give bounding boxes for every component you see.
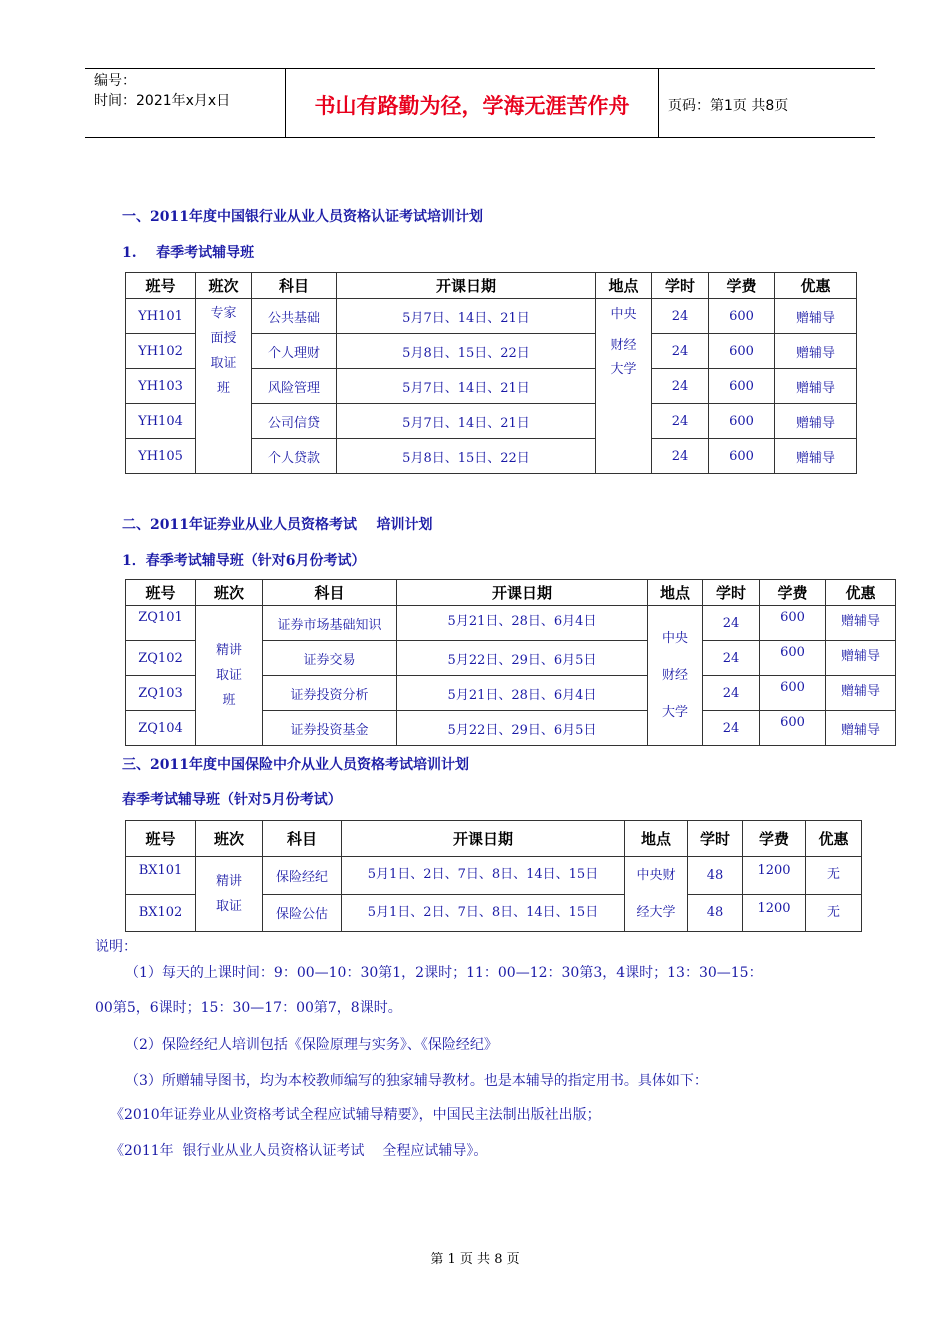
location-line: 中央 xyxy=(661,631,688,646)
col-header: 科目 xyxy=(263,580,397,606)
fee: 600 xyxy=(709,404,775,439)
section1-title: 一、2011年度中国银行业从业人员资格认证考试培训计划 xyxy=(122,209,483,225)
notes-label: 说明： xyxy=(95,939,137,955)
location-line: 经大学 xyxy=(636,905,676,920)
bonus: 赠辅导 xyxy=(775,404,857,439)
class-id: ZQ102 xyxy=(126,641,196,676)
note-3: （3）所赠辅导图书，均为本校教师编写的独家辅导教材。也是本辅导的指定用书。具体如下： xyxy=(125,1073,708,1089)
col-header: 优惠 xyxy=(806,821,862,857)
col-header: 地点 xyxy=(596,273,652,299)
dates: 5月21日、28日、6月4日 xyxy=(397,676,648,711)
header-page-label: 页码：第1页 共8页 xyxy=(668,98,789,114)
time-label: 时间：2021年x月x日 xyxy=(94,93,231,109)
section3-table xyxy=(125,820,862,932)
col-header: 开课日期 xyxy=(397,580,648,606)
class-type-cell xyxy=(196,857,263,932)
table-header-row xyxy=(126,580,896,606)
class-type-cell xyxy=(196,299,252,474)
table-row xyxy=(126,857,862,895)
col-header: 学费 xyxy=(709,273,775,299)
dates: 5月1日、2日、7日、8日、14日、15日 xyxy=(342,857,625,895)
page-header xyxy=(85,68,875,138)
col-header: 地点 xyxy=(648,580,703,606)
col-header: 科目 xyxy=(263,821,342,857)
subject: 公共基础 xyxy=(252,299,337,334)
subject: 个人理财 xyxy=(252,334,337,369)
hours: 24 xyxy=(703,641,760,676)
bonus: 赠辅导 xyxy=(775,334,857,369)
fee: 600 xyxy=(760,641,826,676)
subject: 保险公估 xyxy=(263,894,342,932)
dates: 5月22日、29日、6月5日 xyxy=(397,641,648,676)
bonus: 赠辅导 xyxy=(826,641,896,676)
location-cell xyxy=(625,857,688,932)
col-header: 优惠 xyxy=(826,580,896,606)
dates: 5月21日、28日、6月4日 xyxy=(397,606,648,641)
bonus: 赠辅导 xyxy=(826,606,896,641)
dates: 5月1日、2日、7日、8日、14日、15日 xyxy=(342,894,625,932)
dates: 5月22日、29日、6月5日 xyxy=(397,711,648,746)
hours: 24 xyxy=(652,439,709,474)
table-row xyxy=(126,606,896,641)
hours: 48 xyxy=(688,894,743,932)
hours: 24 xyxy=(652,369,709,404)
table-header-row xyxy=(126,821,862,857)
number-label: 编号： xyxy=(94,73,136,89)
note-1a: （1）每天的上课时间：9：00—10：30第1，2课时；11：00—12：30第3，4课时；13：30—15： xyxy=(125,965,763,981)
class-type-line: 班 xyxy=(222,693,236,708)
class-type-line: 取证 xyxy=(210,356,237,371)
section1-subtitle: 1. 春季考试辅导班 xyxy=(122,245,255,261)
subject: 保险经纪 xyxy=(263,857,342,895)
dates: 5月8日、15日、22日 xyxy=(337,334,596,369)
header-slogan: 书山有路勤为径，学海无涯苦作舟 xyxy=(285,69,659,137)
hours: 24 xyxy=(703,711,760,746)
bonus: 无 xyxy=(806,857,862,895)
location-cell xyxy=(648,606,703,746)
col-header: 班号 xyxy=(126,580,196,606)
col-header: 班号 xyxy=(126,821,196,857)
class-id: YH105 xyxy=(126,439,196,474)
section2-subtitle: 1．春季考试辅导班（针对6月份考试） xyxy=(122,553,366,569)
col-header: 开课日期 xyxy=(337,273,596,299)
bonus: 无 xyxy=(806,894,862,932)
bonus: 赠辅导 xyxy=(775,369,857,404)
hours: 24 xyxy=(703,606,760,641)
section2-title: 二、2011年证券业从业人员资格考试 培训计划 xyxy=(122,517,433,533)
subject: 证券市场基础知识 xyxy=(263,606,397,641)
location-line: 财经 xyxy=(661,668,688,683)
book-1: 《2010年证券业从业资格考试全程应试辅导精要》，中国民主法制出版社出版； xyxy=(110,1107,601,1123)
fee: 600 xyxy=(709,299,775,334)
class-id: ZQ104 xyxy=(126,711,196,746)
header-meta xyxy=(85,69,285,137)
location-line: 中央财 xyxy=(636,868,676,883)
dates: 5月8日、15日、22日 xyxy=(337,439,596,474)
hours: 24 xyxy=(703,676,760,711)
col-header: 班次 xyxy=(196,580,263,606)
bonus: 赠辅导 xyxy=(826,711,896,746)
fee: 600 xyxy=(760,711,826,746)
class-type-line: 精讲 xyxy=(215,874,242,889)
fee: 1200 xyxy=(743,894,806,932)
class-id: YH102 xyxy=(126,334,196,369)
fee: 600 xyxy=(709,334,775,369)
subject: 个人贷款 xyxy=(252,439,337,474)
fee: 600 xyxy=(709,439,775,474)
col-header: 班次 xyxy=(196,821,263,857)
class-type-line: 专家 xyxy=(210,306,237,321)
col-header: 学时 xyxy=(688,821,743,857)
subject: 证券投资分析 xyxy=(263,676,397,711)
section3-subtitle: 春季考试辅导班（针对5月份考试） xyxy=(122,792,342,808)
dates: 5月7日、14日、21日 xyxy=(337,299,596,334)
col-header: 学费 xyxy=(760,580,826,606)
table-row xyxy=(126,299,857,334)
col-header: 开课日期 xyxy=(342,821,625,857)
bonus: 赠辅导 xyxy=(775,439,857,474)
dates: 5月7日、14日、21日 xyxy=(337,404,596,439)
col-header: 科目 xyxy=(252,273,337,299)
section1-table xyxy=(125,272,857,474)
class-id: BX102 xyxy=(126,894,196,932)
class-id: BX101 xyxy=(126,857,196,895)
class-id: ZQ101 xyxy=(126,606,196,641)
class-type-line: 面授 xyxy=(210,331,237,346)
fee: 600 xyxy=(760,606,826,641)
hours: 48 xyxy=(688,857,743,895)
col-header: 优惠 xyxy=(775,273,857,299)
bonus: 赠辅导 xyxy=(826,676,896,711)
col-header: 学时 xyxy=(703,580,760,606)
col-header: 学时 xyxy=(652,273,709,299)
bonus: 赠辅导 xyxy=(775,299,857,334)
class-type-line: 班 xyxy=(216,381,230,396)
class-type-line: 取证 xyxy=(215,668,242,683)
fee: 1200 xyxy=(743,857,806,895)
class-type-line: 精讲 xyxy=(215,643,242,658)
table-header-row xyxy=(126,273,857,299)
subject: 风险管理 xyxy=(252,369,337,404)
location-line: 大学 xyxy=(610,362,637,377)
col-header: 学费 xyxy=(743,821,806,857)
col-header: 班次 xyxy=(196,273,252,299)
subject: 证券投资基金 xyxy=(263,711,397,746)
note-2: （2）保险经纪人培训包括《保险原理与实务》、《保险经纪》 xyxy=(125,1037,498,1053)
page-footer: 第 1 页 共 8 页 xyxy=(430,1252,520,1267)
dates: 5月7日、14日、21日 xyxy=(337,369,596,404)
class-id: YH101 xyxy=(126,299,196,334)
col-header: 班号 xyxy=(126,273,196,299)
fee: 600 xyxy=(760,676,826,711)
hours: 24 xyxy=(652,404,709,439)
location-line: 财经 xyxy=(610,338,637,353)
location-cell xyxy=(596,299,652,474)
col-header: 地点 xyxy=(625,821,688,857)
note-1b: 00第5，6课时；15：30—17：00第7，8课时。 xyxy=(95,1000,402,1016)
section3-title: 三、2011年度中国保险中介从业人员资格考试培训计划 xyxy=(122,757,469,773)
class-id: YH103 xyxy=(126,369,196,404)
subject: 证券交易 xyxy=(263,641,397,676)
class-type-line: 取证 xyxy=(215,899,242,914)
class-id: YH104 xyxy=(126,404,196,439)
location-line: 大学 xyxy=(661,705,688,720)
book-2: 《2011年 银行业从业人员资格认证考试 全程应试辅导》。 xyxy=(110,1143,488,1159)
location-line: 中央 xyxy=(610,307,637,322)
hours: 24 xyxy=(652,299,709,334)
section2-table xyxy=(125,579,896,746)
hours: 24 xyxy=(652,334,709,369)
class-type-cell xyxy=(196,606,263,746)
class-id: ZQ103 xyxy=(126,676,196,711)
subject: 公司信贷 xyxy=(252,404,337,439)
fee: 600 xyxy=(709,369,775,404)
